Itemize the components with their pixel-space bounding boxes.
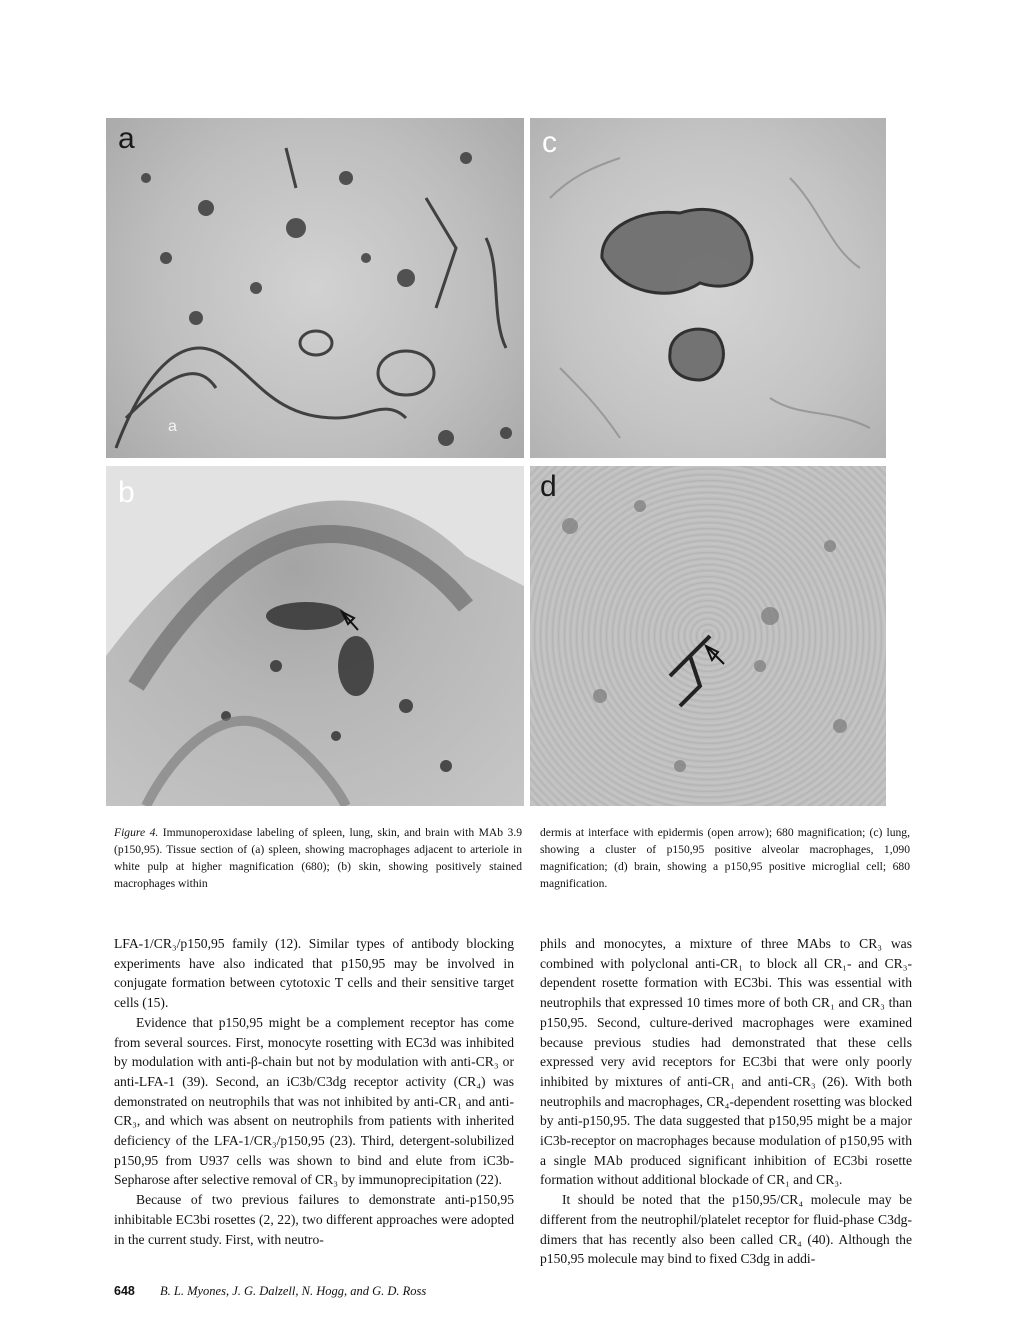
figure-panel-b (106, 466, 524, 806)
paragraph: Because of two previous failures to demonstrate anti-p150,95 inhibitable EC3bi rosettes (2, 22), two different approaches were adopted in the current study. First, with neutro- (114, 1192, 514, 1247)
figure-caption-right: dermis at interface with epidermis (open arrow); 680 magnification; (c) lung, showing a cluster of p150,95 positive alveolar macrophages, 1,090 magnification; (d) brain, showing a p150,95 positive microglial cell; 680 magnification. (540, 826, 910, 890)
panel-label-d: d (540, 470, 557, 503)
figure-panel-a (106, 118, 524, 458)
figure-panel-d (530, 466, 886, 806)
paragraph: LFA-1/CR₃/p150,95 family (12). Similar types of antibody blocking experiments have also indicated that p150,95 may be involved in conjugate formation between cytotoxic T cells and their sensitive target cells (15). (114, 936, 514, 1011)
figure-panel-c (530, 118, 886, 458)
page-number: 648 (114, 1284, 135, 1298)
paragraph: phils and monocytes, a mixture of three MAbs to CR₃ was combined with polyclonal anti-CR₁ to block all CR₁- and CR₃-dependent rosette formation with EC3bi. This was essential with neutrophils that expressed 10 times more of both CR₁ and CR₃ than p150,95. Second, culture-derived macrophages were examined because previous studies had demonstrated that these cells expressed very avid receptors for EC3bi that were only poorly inhibited by mixtures of anti-CR₁ and anti-CR₃ (26). With both neutrophils and macrophages, CR₄-dependent rosetting was blocked by anti-p150,95. The data suggested that p150,95 might be a major iC3b-receptor on macrophages because modulation of p150,95 with a single MAb produced significant inhibition of EC3bi rosette formation without additional blockade of CR₁ and CR₃. (540, 936, 912, 1188)
panel-label-b: b (118, 476, 135, 509)
body-right-column (540, 934, 912, 1269)
micrograph-skin (106, 466, 524, 806)
panel-label-c: c (542, 126, 557, 159)
running-authors: B. L. Myones, J. G. Dalzell, N. Hogg, and G. D. Ross (159, 1284, 427, 1298)
body-left-column (114, 934, 514, 1249)
panel-label-a: a (118, 122, 135, 155)
micrograph-spleen (106, 118, 524, 458)
paragraph: Evidence that p150,95 might be a complement receptor has come from several sources. First, monocyte rosetting with EC3d was inhibited by modulation with anti-β-chain but not by modulation with anti-CR₃ or anti-LFA-1 (39). Second, an iC3b/C3dg receptor activity (CR₄) was demonstrated on neutrophils that was not inhibited by anti-CR₁ and anti-CR₃, and which was absent on neutrophils from patients with inherited deficiency of the LFA-1/CR₃/p150,95 (23). Third, detergent-solubilized p150,95 from U937 cells was shown to bind and elute from iC3b-Sepharose after selective removal of CR₃ by immunoprecipitation (22). (114, 1014, 514, 1188)
page-footer (114, 1284, 426, 1299)
figure-label: Figure 4. (114, 826, 159, 839)
micrograph-brain (530, 466, 886, 806)
arteriole-label: a (168, 418, 177, 435)
caption-left-text: Immunoperoxidase labeling of spleen, lung, skin, and brain with MAb 3.9 (p150,95). Tissue section of (a) spleen, showing macrophages adjacent to arteriole in white pulp at higher magnification (680); (b) skin, showing positively stained macrophages within (114, 826, 523, 890)
figure-caption-left (114, 824, 522, 892)
micrograph-lung (530, 118, 886, 458)
paragraph: It should be noted that the p150,95/CR₄ molecule may be different from the neutrophil/platelet receptor for fluid-phase C3dg-dimers that has recently also been called CR₄ (40). Although the p150,95 molecule may bind to fixed C3dg in addi- (540, 1192, 912, 1267)
